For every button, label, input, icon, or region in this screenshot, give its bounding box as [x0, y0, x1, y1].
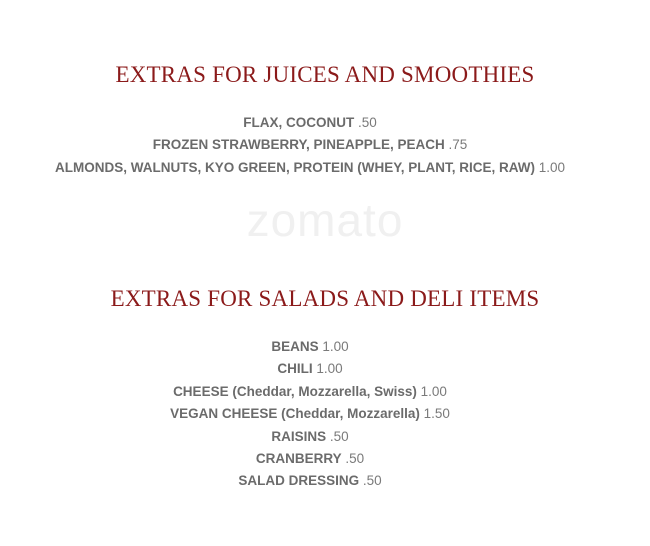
list-item: [0, 448, 620, 470]
list-item: [0, 157, 620, 179]
salads-extras-list: [0, 336, 620, 493]
item-name: VEGAN CHEESE (Cheddar, Mozzarella): [170, 406, 420, 422]
juices-extras-list: [0, 112, 620, 179]
list-item: [0, 381, 620, 403]
item-price: 1.00: [322, 339, 349, 354]
item-name: ALMONDS, WALNUTS, KYO GREEN, PROTEIN (WHEY, PLANT, RICE, RAW): [54, 159, 535, 175]
list-item: [0, 336, 620, 358]
item-price: .50: [357, 115, 377, 130]
list-item: [0, 470, 620, 492]
item-name: CRANBERRY: [255, 450, 342, 466]
watermark-logo: zomato: [246, 194, 404, 246]
item-name: RAISINS: [271, 428, 327, 444]
item-price: .50: [329, 428, 349, 444]
list-item: [0, 112, 620, 134]
list-item: [0, 426, 620, 448]
item-price: .50: [362, 473, 382, 489]
section-title-juices: EXTRAS FOR JUICES AND SMOOTHIES: [115, 62, 535, 87]
section-title-salads: EXTRAS FOR SALADS AND DELI ITEMS: [110, 286, 540, 311]
item-price: .75: [448, 137, 468, 153]
list-item: [0, 134, 620, 156]
item-name: BEANS: [271, 339, 319, 354]
item-price: 1.00: [316, 361, 343, 377]
item-price: 1.50: [423, 406, 450, 422]
item-price: 1.00: [538, 159, 566, 175]
item-name: FROZEN STRAWBERRY, PINEAPPLE, PEACH: [152, 137, 445, 153]
item-price: 1.00: [420, 383, 447, 399]
item-name: CHILI: [277, 361, 313, 377]
item-price: .50: [345, 450, 365, 466]
item-name: SALAD DRESSING: [238, 473, 360, 489]
list-item: [0, 403, 620, 425]
list-item: [0, 358, 620, 380]
item-name: FLAX, COCONUT: [243, 115, 355, 130]
item-name: CHEESE (Cheddar, Mozzarella, Swiss): [173, 383, 417, 399]
